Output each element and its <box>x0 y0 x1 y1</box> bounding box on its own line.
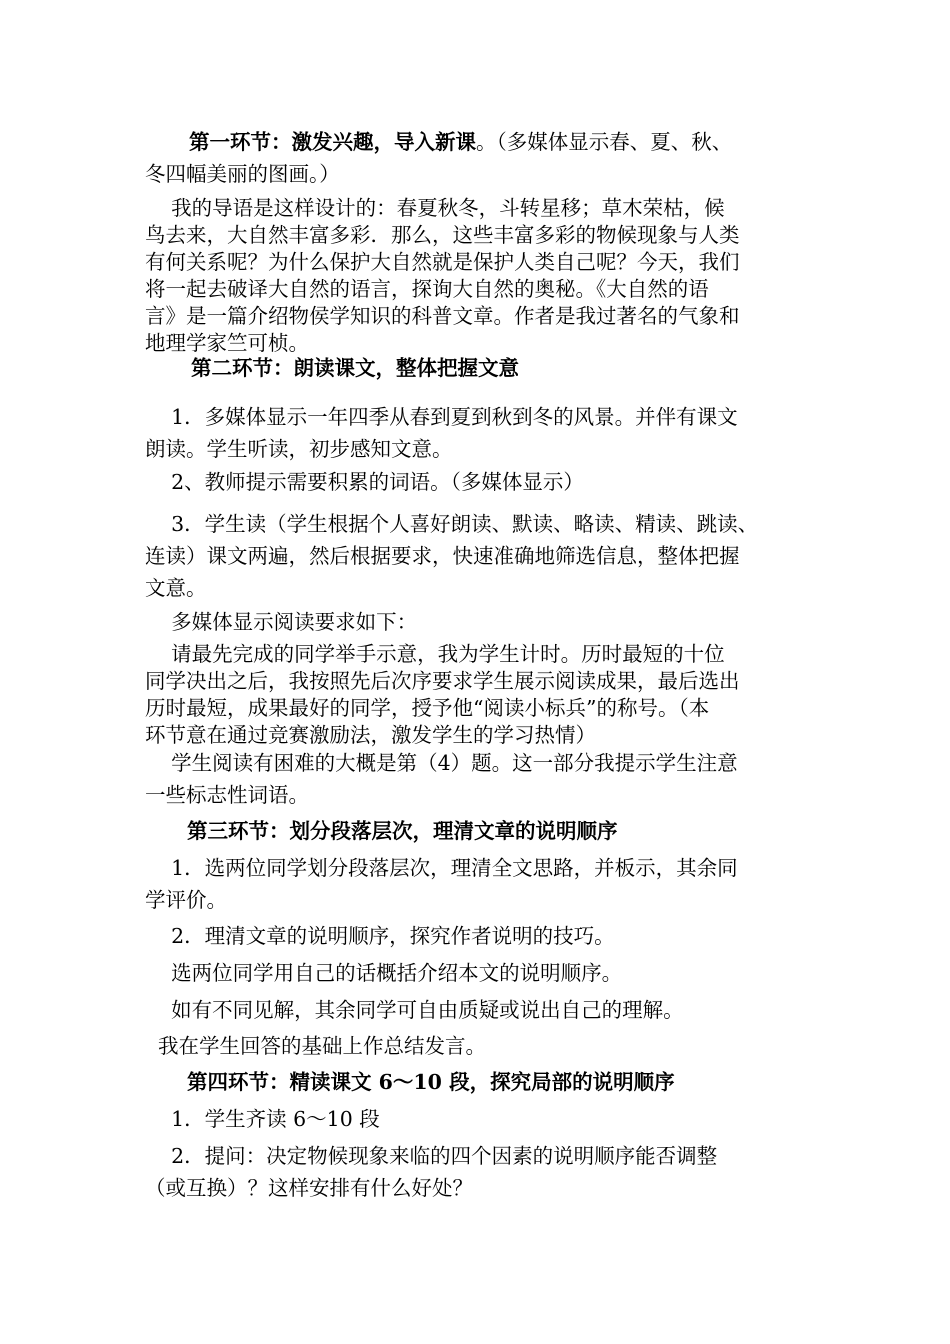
section2-difficulty: 学生阅读有困难的大概是第（4）题。这一部分我提示学生注意 一些标志性词语。 <box>145 751 738 807</box>
section3-item2: 2．理清文章的说明顺序，探究作者说明的技巧。 <box>145 924 615 948</box>
section4-item1: 1．学生齐读 6～10 段 <box>145 1107 380 1131</box>
section2-heading: 第二环节：朗读课文，整体把握文意 <box>191 356 519 380</box>
section1-paragraph <box>145 126 810 190</box>
section3-questions: 如有不同见解，其余同学可自由质疑或说出自己的理解。 <box>145 998 684 1022</box>
section2-requirements: 多媒体显示阅读要求如下： <box>145 610 418 634</box>
section1-intro: 我的导语是这样设计的：春夏秋冬，斗转星移；草木荣枯，候 鸟去来，大自然丰富多彩．那么，这些丰富多彩的物候现象与人类 有何关系呢？为什么保护大自然就是保护人类自己呢？今天，我们 将一起去破译大自然的语言，探询大自然的奥秘。《大自然的语 言》是一篇介绍物侯学知识的科普文章。作者是我过著名的气象和 地理学家竺可桢。 <box>145 196 740 355</box>
section3-summary-students: 选两位同学用自己的话概括介绍本文的说明顺序。 <box>145 961 623 985</box>
section2-item1: 1．多媒体显示一年四季从春到夏到秋到冬的风景。并伴有课文 朗读。学生听读，初步感知文意。 <box>145 405 738 461</box>
section3-item1: 1．选两位同学划分段落层次，理清全文思路，并板示，其余同 学评价。 <box>145 856 738 912</box>
section1-note: 。（多媒体显示春、夏、秋、 冬四幅美丽的图画。） <box>145 130 733 186</box>
section4-heading: 第四环节：精读课文 6～10 段，探究局部的说明顺序 <box>187 1070 675 1094</box>
section2-item2: 2、教师提示需要积累的词语。（多媒体显示） <box>145 470 584 494</box>
section1-heading: 第一环节：激发兴趣，导入新课 <box>189 130 476 154</box>
section3-teacher-summary: 我在学生回答的基础上作总结发言。 <box>145 1034 487 1058</box>
section2-item3: 3．学生读（学生根据个人喜好朗读、默读、略读、精读、跳读、 连读）课文两遍，然后根据要求，快速准确地筛选信息，整体把握 文意。 <box>145 512 759 600</box>
section4-item2: 2．提问：决定物候现象来临的四个因素的说明顺序能否调整 （或互换）？这样安排有什么好处？ <box>145 1144 718 1200</box>
section2-competition: 请最先完成的同学举手示意，我为学生计时。历时最短的十位 同学决出之后，我按照先后次序要求学生展示阅读成果，最后选出 历时最短，成果最好的同学，授予他“阅读小标兵”的称号。（本 环节意在通过竞赛激励法，激发学生的学习热情） <box>145 642 740 747</box>
section3-heading: 第三环节：划分段落层次，理清文章的说明顺序 <box>187 819 618 843</box>
